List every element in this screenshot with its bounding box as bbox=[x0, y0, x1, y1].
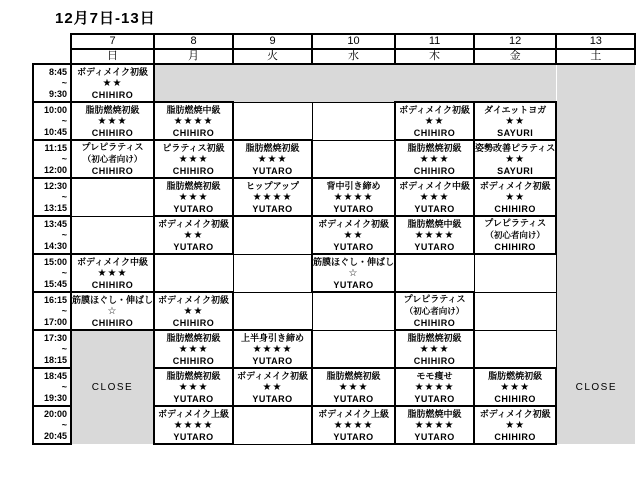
class-cell bbox=[395, 102, 474, 140]
class-instructor: YUTARO bbox=[333, 203, 374, 214]
class-cell bbox=[474, 140, 556, 178]
day-header-cell: 火 bbox=[233, 49, 312, 64]
class-instructor: YUTARO bbox=[252, 165, 293, 176]
close-label: CLOSE bbox=[575, 382, 618, 393]
class-instructor: YUTARO bbox=[173, 241, 214, 252]
class-difficulty-stars: ★★★ bbox=[419, 153, 450, 165]
empty-cell bbox=[474, 330, 556, 368]
time-start: 15:00 bbox=[43, 256, 67, 267]
class-instructor: CHIHIRO bbox=[494, 203, 536, 214]
class-note: （初心者向け） bbox=[404, 306, 465, 316]
empty-cell bbox=[312, 102, 395, 140]
close-label: CLOSE bbox=[91, 382, 134, 393]
class-name: プレピラティス bbox=[484, 218, 547, 228]
class-instructor: CHIHIRO bbox=[91, 89, 134, 100]
class-instructor: CHIHIRO bbox=[172, 165, 215, 176]
class-cell bbox=[154, 140, 233, 178]
class-instructor: CHIHIRO bbox=[413, 318, 456, 328]
time-end: 18:15 bbox=[43, 354, 67, 365]
class-instructor: CHIHIRO bbox=[172, 127, 215, 138]
table-row bbox=[33, 140, 635, 178]
class-instructor: YUTARO bbox=[414, 431, 455, 442]
class-difficulty-stars: ★★★★ bbox=[252, 343, 293, 355]
class-instructor: CHIHIRO bbox=[413, 355, 456, 366]
class-difficulty-stars: ★★★★ bbox=[333, 419, 374, 431]
empty-cell bbox=[312, 292, 395, 330]
class-instructor: YUTARO bbox=[414, 393, 455, 404]
class-cell bbox=[71, 102, 154, 140]
header-corner bbox=[33, 34, 71, 49]
class-cell bbox=[154, 368, 233, 406]
class-cell bbox=[233, 140, 312, 178]
empty-cell bbox=[312, 140, 395, 178]
class-name: 上半身引き締め bbox=[241, 332, 305, 343]
class-cell bbox=[474, 216, 556, 254]
time-separator: ~ bbox=[61, 267, 67, 278]
empty-cell bbox=[474, 254, 556, 292]
class-name: ダイエットヨガ bbox=[484, 104, 547, 115]
empty-cell bbox=[154, 254, 233, 292]
class-cell bbox=[474, 102, 556, 140]
time-start: 12:30 bbox=[43, 180, 67, 191]
class-difficulty-stars: ★★★★ bbox=[414, 381, 455, 393]
class-name: ボディメイク上級 bbox=[158, 408, 229, 419]
class-name: 筋膜ほぐし・伸ばし bbox=[313, 256, 395, 267]
class-cell bbox=[312, 368, 395, 406]
time-end: 13:15 bbox=[43, 202, 67, 213]
class-difficulty-stars: ★★★ bbox=[178, 343, 209, 355]
class-name: ボディメイク初級 bbox=[479, 180, 551, 191]
class-cell bbox=[395, 216, 474, 254]
class-instructor: SAYURI bbox=[497, 165, 534, 176]
time-start: 16:15 bbox=[43, 294, 67, 305]
class-cell bbox=[154, 178, 233, 216]
closed-cell bbox=[154, 64, 556, 102]
schedule-table bbox=[32, 33, 636, 445]
empty-cell bbox=[71, 216, 154, 254]
class-cell bbox=[154, 216, 233, 254]
time-cell bbox=[33, 330, 71, 368]
time-cell bbox=[33, 140, 71, 178]
class-difficulty-stars: ★★★ bbox=[500, 381, 531, 393]
class-difficulty-stars: ★★★★ bbox=[414, 419, 455, 431]
day-header-cell: 日 bbox=[71, 49, 154, 64]
time-start: 13:45 bbox=[43, 218, 67, 229]
time-separator: ~ bbox=[61, 115, 67, 126]
table-row bbox=[33, 216, 635, 254]
time-start: 17:30 bbox=[43, 332, 67, 343]
time-end: 20:45 bbox=[43, 430, 67, 441]
class-instructor: CHIHIRO bbox=[91, 127, 134, 138]
class-cell bbox=[154, 102, 233, 140]
day-header-cell: 水 bbox=[312, 49, 395, 64]
class-instructor: CHIHIRO bbox=[91, 166, 134, 176]
class-instructor: YUTARO bbox=[333, 431, 374, 442]
class-instructor: YUTARO bbox=[252, 355, 293, 366]
table-row bbox=[33, 254, 635, 292]
class-cell bbox=[154, 292, 233, 330]
class-cell bbox=[312, 254, 395, 292]
class-cell bbox=[312, 178, 395, 216]
class-name: 姿勢改善ピラティス bbox=[475, 142, 556, 153]
time-separator: ~ bbox=[61, 191, 67, 202]
empty-cell bbox=[312, 330, 395, 368]
class-difficulty-stars: ★★★ bbox=[97, 115, 128, 127]
date-header-cell: 13 bbox=[556, 34, 635, 49]
class-name: ボディメイク初級 bbox=[77, 66, 148, 77]
time-separator: ~ bbox=[61, 153, 67, 164]
class-cell bbox=[474, 368, 556, 406]
class-instructor: YUTARO bbox=[333, 279, 374, 290]
class-name: 脂肪燃焼初級 bbox=[488, 370, 543, 381]
class-cell bbox=[154, 406, 233, 444]
class-cell bbox=[233, 178, 312, 216]
class-name: ヒップアップ bbox=[245, 180, 300, 191]
class-instructor: YUTARO bbox=[333, 241, 374, 252]
class-cell bbox=[474, 406, 556, 444]
class-instructor: CHIHIRO bbox=[494, 242, 536, 252]
class-name: ボディメイク初級 bbox=[399, 104, 470, 115]
table-row bbox=[33, 292, 635, 330]
class-difficulty-stars: ★★★ bbox=[178, 381, 209, 393]
class-difficulty-stars: ★★★ bbox=[178, 191, 209, 203]
class-difficulty-stars: ★★ bbox=[505, 419, 526, 431]
class-name: ボディメイク上級 bbox=[318, 408, 389, 419]
class-instructor: CHIHIRO bbox=[91, 317, 134, 328]
class-name: ボディメイク初級 bbox=[158, 218, 229, 229]
class-instructor: YUTARO bbox=[414, 203, 455, 214]
page-title: 12月7日-13日 bbox=[55, 10, 156, 27]
class-cell bbox=[395, 368, 474, 406]
class-instructor: CHIHIRO bbox=[413, 165, 456, 176]
time-cell bbox=[33, 178, 71, 216]
empty-cell bbox=[233, 216, 312, 254]
class-name: ボディメイク中級 bbox=[399, 180, 470, 191]
empty-cell bbox=[233, 254, 312, 292]
time-start: 10:00 bbox=[43, 104, 67, 115]
class-name: 脂肪燃焼初級 bbox=[407, 142, 462, 153]
class-difficulty-stars: ★★ bbox=[102, 77, 123, 89]
class-difficulty-stars: ★★★ bbox=[97, 267, 128, 279]
time-separator: ~ bbox=[61, 229, 67, 240]
class-instructor: YUTARO bbox=[173, 431, 214, 442]
class-instructor: CHIHIRO bbox=[494, 393, 536, 404]
empty-cell bbox=[233, 292, 312, 330]
class-name: プレピラティス bbox=[403, 294, 466, 304]
class-difficulty-stars: ★★ bbox=[343, 229, 364, 241]
table-body bbox=[33, 64, 635, 444]
table-row bbox=[33, 64, 635, 102]
class-instructor: CHIHIRO bbox=[494, 431, 536, 442]
time-separator: ~ bbox=[61, 77, 67, 88]
class-name: ボディメイク初級 bbox=[318, 218, 389, 229]
time-end: 17:00 bbox=[43, 316, 67, 327]
class-cell bbox=[71, 140, 154, 178]
class-name: 脂肪燃焼中級 bbox=[166, 104, 221, 115]
time-end: 10:45 bbox=[43, 126, 67, 137]
table-row bbox=[33, 102, 635, 140]
time-cell bbox=[33, 216, 71, 254]
class-instructor: YUTARO bbox=[173, 203, 214, 214]
class-cell bbox=[395, 330, 474, 368]
class-instructor: YUTARO bbox=[414, 241, 455, 252]
class-name: 脂肪燃焼初級 bbox=[326, 370, 381, 381]
class-difficulty-stars: ★★★ bbox=[257, 153, 288, 165]
class-difficulty-stars: ☆ bbox=[107, 305, 118, 317]
time-cell bbox=[33, 368, 71, 406]
class-instructor: CHIHIRO bbox=[172, 317, 215, 328]
time-separator: ~ bbox=[61, 419, 67, 430]
class-note: （初心者向け） bbox=[82, 154, 143, 164]
class-note: （初心者向け） bbox=[485, 230, 545, 240]
header-corner bbox=[33, 49, 71, 64]
class-cell bbox=[395, 140, 474, 178]
table-row bbox=[33, 330, 635, 368]
time-start: 8:45 bbox=[48, 66, 67, 77]
table-row bbox=[33, 178, 635, 216]
time-start: 18:45 bbox=[43, 370, 67, 381]
time-separator: ~ bbox=[61, 305, 67, 316]
day-header-cell: 土 bbox=[556, 49, 635, 64]
class-cell bbox=[233, 368, 312, 406]
date-header-cell: 7 bbox=[71, 34, 154, 49]
class-instructor: YUTARO bbox=[252, 393, 293, 404]
date-header-cell: 9 bbox=[233, 34, 312, 49]
class-difficulty-stars: ★★★★ bbox=[173, 115, 214, 127]
day-header-cell: 金 bbox=[474, 49, 556, 64]
closed-cell bbox=[71, 330, 154, 444]
class-cell bbox=[71, 292, 154, 330]
class-name: ボディメイク初級 bbox=[479, 408, 551, 419]
class-difficulty-stars: ★★ bbox=[183, 229, 204, 241]
class-difficulty-stars: ★★ bbox=[505, 191, 526, 203]
class-difficulty-stars: ★★★ bbox=[178, 153, 209, 165]
class-cell bbox=[395, 292, 474, 330]
time-start: 20:00 bbox=[43, 408, 67, 419]
class-instructor: CHIHIRO bbox=[172, 355, 215, 366]
time-cell bbox=[33, 254, 71, 292]
class-difficulty-stars: ★★★★ bbox=[333, 191, 374, 203]
time-end: 9:30 bbox=[48, 88, 67, 99]
time-cell bbox=[33, 406, 71, 444]
class-name: 脂肪燃焼初級 bbox=[245, 142, 300, 153]
time-end: 12:00 bbox=[43, 164, 67, 175]
time-cell bbox=[33, 64, 71, 102]
class-instructor: CHIHIRO bbox=[91, 279, 134, 290]
class-difficulty-stars: ☆ bbox=[348, 267, 359, 279]
class-cell bbox=[71, 64, 154, 102]
empty-cell bbox=[395, 254, 474, 292]
empty-cell bbox=[233, 102, 312, 140]
class-name: モモ痩せ bbox=[416, 370, 453, 381]
day-header-cell: 木 bbox=[395, 49, 474, 64]
class-instructor: YUTARO bbox=[173, 393, 214, 404]
time-cell bbox=[33, 292, 71, 330]
class-instructor: CHIHIRO bbox=[413, 127, 456, 138]
empty-cell bbox=[474, 292, 556, 330]
date-header-row bbox=[33, 34, 635, 49]
day-header-row bbox=[33, 49, 635, 64]
class-instructor: YUTARO bbox=[252, 203, 293, 214]
class-instructor: YUTARO bbox=[333, 393, 374, 404]
time-end: 19:30 bbox=[43, 392, 67, 403]
class-difficulty-stars: ★★ bbox=[505, 153, 526, 165]
day-header-cell: 月 bbox=[154, 49, 233, 64]
class-difficulty-stars: ★★ bbox=[505, 115, 526, 127]
class-name: 脂肪燃焼初級 bbox=[166, 180, 221, 191]
date-header-cell: 10 bbox=[312, 34, 395, 49]
class-cell bbox=[233, 330, 312, 368]
class-name: ボディメイク初級 bbox=[237, 370, 308, 381]
empty-cell bbox=[233, 406, 312, 444]
class-name: 脂肪燃焼初級 bbox=[407, 332, 462, 343]
class-name: 脂肪燃焼初級 bbox=[85, 104, 140, 115]
time-cell bbox=[33, 102, 71, 140]
class-difficulty-stars: ★★★★ bbox=[414, 229, 455, 241]
class-name: 筋膜ほぐし・伸ばし bbox=[72, 294, 154, 305]
empty-cell bbox=[71, 178, 154, 216]
table-header bbox=[33, 34, 635, 64]
class-name: 脂肪燃焼初級 bbox=[166, 370, 221, 381]
class-name: 脂肪燃焼中級 bbox=[407, 408, 462, 419]
class-cell bbox=[154, 330, 233, 368]
class-cell bbox=[395, 406, 474, 444]
date-header-cell: 8 bbox=[154, 34, 233, 49]
date-header-cell: 12 bbox=[474, 34, 556, 49]
time-separator: ~ bbox=[61, 343, 67, 354]
saturday-closed-cell bbox=[556, 64, 635, 444]
class-cell bbox=[312, 406, 395, 444]
date-header-cell: 11 bbox=[395, 34, 474, 49]
class-cell bbox=[71, 254, 154, 292]
time-start: 11:15 bbox=[44, 142, 67, 153]
class-name: 脂肪燃焼中級 bbox=[407, 218, 462, 229]
class-cell bbox=[474, 178, 556, 216]
class-difficulty-stars: ★★★ bbox=[419, 343, 450, 355]
class-difficulty-stars: ★★ bbox=[183, 305, 204, 317]
class-difficulty-stars: ★★ bbox=[424, 115, 445, 127]
class-name: 脂肪燃焼初級 bbox=[166, 332, 221, 343]
class-name: ピラティス初級 bbox=[162, 142, 225, 153]
class-difficulty-stars: ★★★ bbox=[419, 191, 450, 203]
time-separator: ~ bbox=[61, 381, 67, 392]
class-difficulty-stars: ★★ bbox=[262, 381, 283, 393]
class-difficulty-stars: ★★★★ bbox=[252, 191, 293, 203]
class-name: ボディメイク初級 bbox=[158, 294, 229, 305]
class-name: プレピラティス bbox=[81, 142, 144, 152]
time-end: 14:30 bbox=[43, 240, 67, 251]
class-name: 背中引き締め bbox=[326, 180, 381, 191]
class-cell bbox=[312, 216, 395, 254]
class-cell bbox=[395, 178, 474, 216]
class-name: ボディメイク中級 bbox=[77, 256, 148, 267]
class-difficulty-stars: ★★★ bbox=[338, 381, 369, 393]
class-instructor: SAYURI bbox=[497, 127, 534, 138]
class-difficulty-stars: ★★★★ bbox=[173, 419, 214, 431]
time-end: 15:45 bbox=[43, 278, 67, 289]
